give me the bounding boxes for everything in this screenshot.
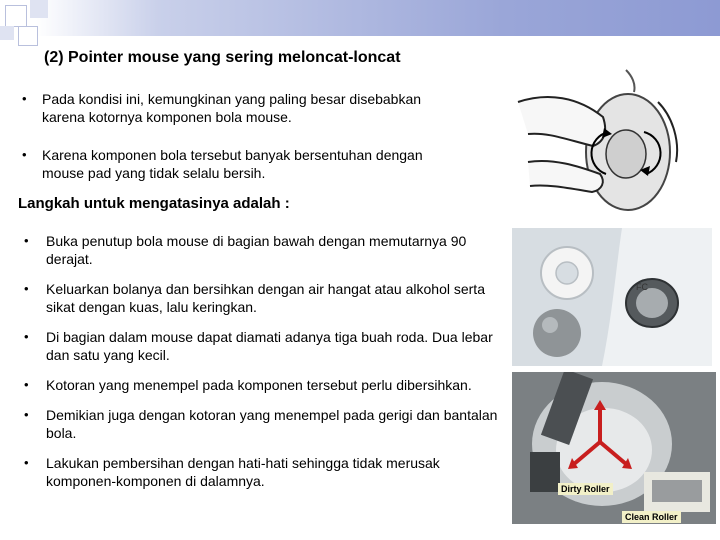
bullet-icon: • bbox=[24, 407, 29, 422]
svg-text:FC: FC bbox=[636, 282, 648, 292]
list-item bbox=[24, 376, 504, 394]
step-text: Di bagian dalam mouse dapat diamati adanya tiga buah roda. Dua lebar dan satu yang kecil. bbox=[46, 329, 493, 363]
causes-list bbox=[22, 90, 462, 202]
mouse-ball-photo bbox=[512, 228, 712, 366]
decorative-square bbox=[18, 26, 38, 46]
cause-text: Karena komponen bola tersebut banyak bersentuhan dengan mouse pad yang tidak selalu bersih. bbox=[42, 147, 423, 181]
list-item bbox=[24, 280, 504, 316]
bullet-icon: • bbox=[24, 455, 29, 470]
mouse-rollers-photo bbox=[512, 372, 716, 524]
step-text: Buka penutup bola mouse di bagian bawah dengan memutarnya 90 derajat. bbox=[46, 233, 467, 267]
list-item bbox=[24, 406, 504, 442]
list-item bbox=[22, 146, 462, 182]
bullet-icon: • bbox=[24, 377, 29, 392]
bullet-icon: • bbox=[22, 147, 27, 162]
steps-list bbox=[24, 232, 504, 502]
bullet-icon: • bbox=[24, 329, 29, 344]
list-item bbox=[24, 328, 504, 364]
step-text: Lakukan pembersihan dengan hati-hati sehingga tidak merusak komponen-komponen di dalamnya. bbox=[46, 455, 440, 489]
dirty-roller-label: Dirty Roller bbox=[558, 483, 613, 495]
list-item bbox=[24, 454, 504, 490]
bullet-icon: • bbox=[24, 281, 29, 296]
steps-heading: Langkah untuk mengatasinya adalah : bbox=[18, 195, 290, 212]
bullet-icon: • bbox=[22, 91, 27, 106]
step-text: Keluarkan bolanya dan bersihkan dengan air hangat atau alkohol serta sikat dengan kuas, lalu keringkan. bbox=[46, 281, 485, 315]
decorative-square bbox=[30, 0, 48, 18]
hand-mouse-photo bbox=[508, 62, 708, 222]
decorative-square bbox=[0, 26, 14, 40]
bullet-icon: • bbox=[24, 233, 29, 248]
list-item bbox=[24, 232, 504, 268]
list-item bbox=[22, 90, 462, 126]
decorative-square bbox=[5, 5, 27, 27]
cause-text: Pada kondisi ini, kemungkinan yang paling besar disebabkan karena kotornya komponen bola mouse. bbox=[42, 91, 422, 125]
clean-roller-label: Clean Roller bbox=[622, 511, 681, 523]
step-text: Kotoran yang menempel pada komponen tersebut perlu dibersihkan. bbox=[46, 377, 472, 393]
step-text: Demikian juga dengan kotoran yang menempel pada gerigi dan bantalan bola. bbox=[46, 407, 498, 441]
header-band bbox=[0, 0, 720, 36]
slide-title: (2) Pointer mouse yang sering meloncat-loncat bbox=[44, 49, 401, 66]
